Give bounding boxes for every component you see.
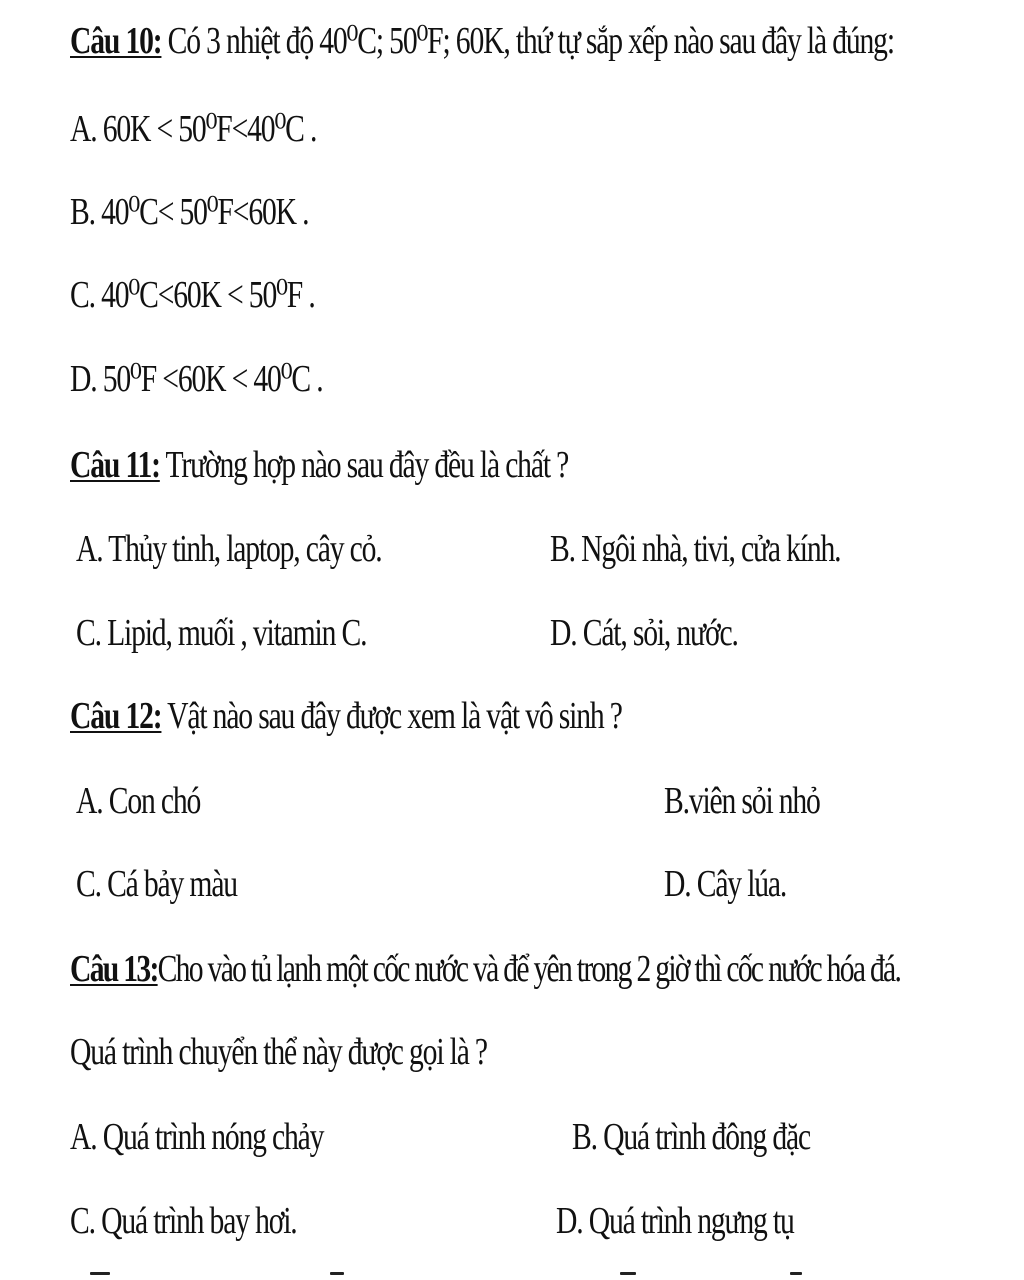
cut-off-text-fragment	[60, 1268, 960, 1280]
question-13-text-line-2: Quá trình chuyển thể này được gọi là ?	[70, 1031, 487, 1073]
question-10-label: Câu 10:	[70, 20, 162, 62]
question-10-option-d: D. 50⁰F <60K < 40⁰C .	[70, 358, 323, 400]
question-13-option-c: C. Quá trình bay hơi.	[70, 1200, 297, 1242]
question-11-label: Câu 11:	[70, 444, 160, 486]
question-13-option-a: A. Quá trình nóng chảy	[70, 1116, 324, 1158]
question-12-option-c: C. Cá bảy màu	[76, 863, 237, 905]
question-12-option-b: B.viên sỏi nhỏ	[664, 780, 820, 822]
question-13-label: Câu 13:	[70, 948, 158, 990]
question-12-label: Câu 12:	[70, 695, 162, 737]
question-12-text: Vật nào sau đây được xem là vật vô sinh ?	[161, 695, 622, 737]
question-11-option-a: A. Thủy tinh, laptop, cây cỏ.	[76, 528, 382, 570]
question-10-option-a: A. 60K < 50⁰F<40⁰C .	[70, 108, 317, 150]
question-10-option-c: C. 40⁰C<60K < 50⁰F .	[70, 274, 315, 316]
question-13-option-b: B. Quá trình đông đặc	[572, 1116, 811, 1158]
question-13-stem	[70, 950, 900, 988]
question-11-stem	[70, 446, 568, 484]
question-10-text: Có 3 nhiệt độ 40⁰C; 50⁰F; 60K, thứ tự sắp xếp nào sau đây là đúng:	[161, 20, 894, 62]
question-12-option-a: A. Con chó	[76, 780, 201, 822]
question-12-stem	[70, 697, 622, 735]
question-11-option-b: B. Ngôi nhà, tivi, cửa kính.	[550, 528, 841, 570]
question-12-option-d: D. Cây lúa.	[664, 863, 787, 905]
question-13-text: Cho vào tủ lạnh một cốc nước và để yên trong 2 giờ thì cốc nước hóa đá.	[157, 948, 901, 990]
question-11-option-c: C. Lipid, muối , vitamin C.	[76, 612, 367, 654]
question-11-option-d: D. Cát, sỏi, nước.	[550, 612, 738, 654]
question-10-option-b: B. 40⁰C< 50⁰F<60K .	[70, 191, 309, 233]
question-11-text: Trường hợp nào sau đây đều là chất ?	[159, 444, 569, 486]
question-10-stem	[70, 22, 894, 60]
question-13-option-d: D. Quá trình ngưng tụ	[556, 1200, 794, 1242]
